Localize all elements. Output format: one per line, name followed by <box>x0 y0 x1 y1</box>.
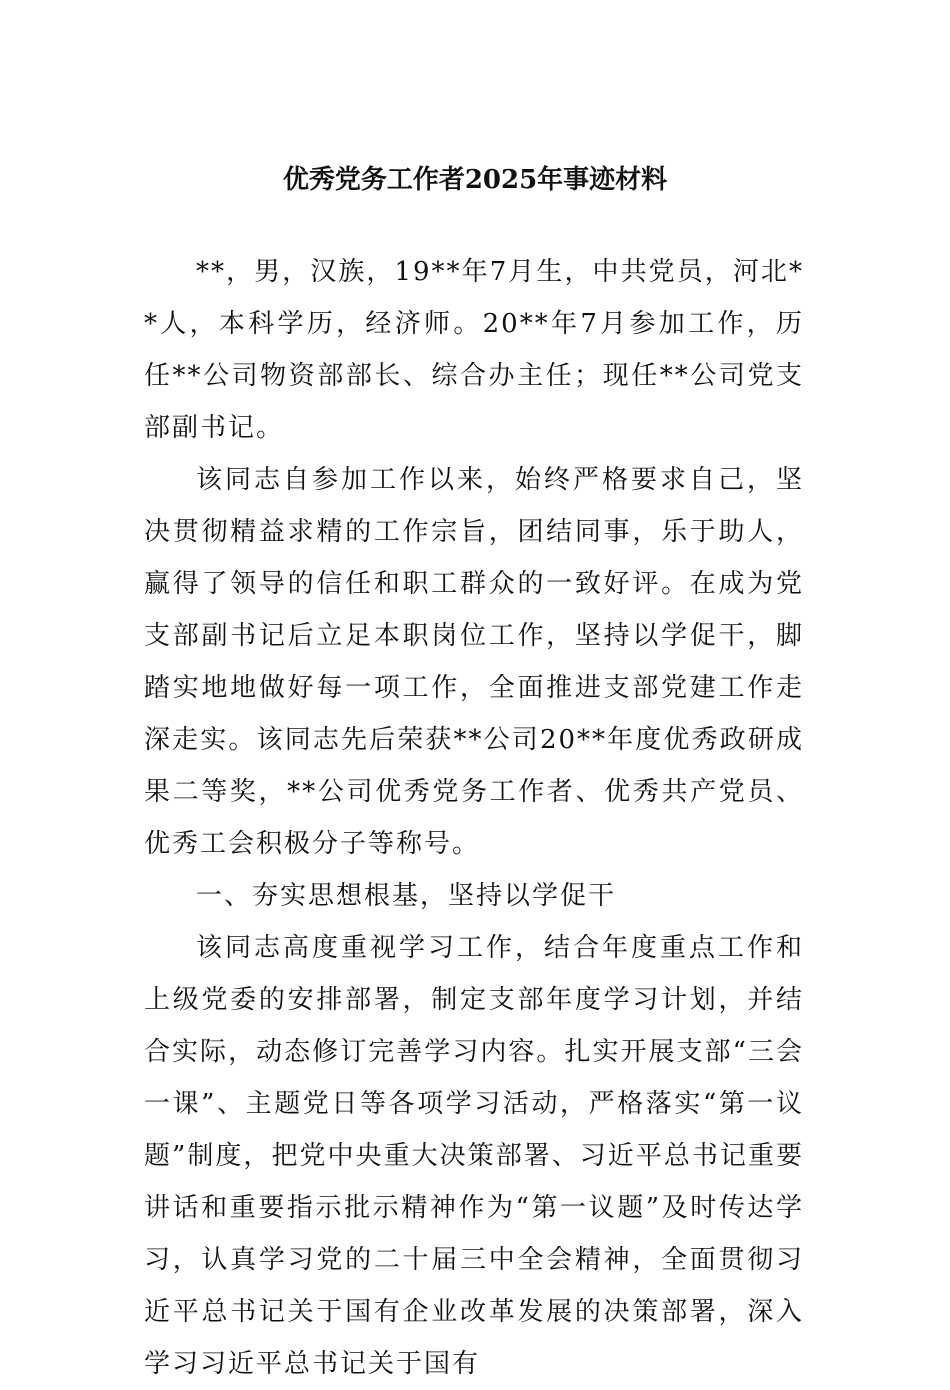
section-heading-1: 一、夯实思想根基，坚持以学促干 <box>196 881 617 911</box>
paragraph-summary: 该同志自参加工作以来，始终严格要求自己，坚决贯彻精益求精的工作宗旨，团结同事，乐于助人，赢得了领导的信任和职工群众的一致好评。在成为党支部副书记后立足本职岗位工作，坚持以学促干，脚踏实地地做好每一项工作，全面推进支部党建工作走深走实。该同志先后荣获**公司20**年度优秀政研成果二等奖，**公司优秀党务工作者、优秀共产党员、优秀工会积极分子等称号。 <box>144 465 804 859</box>
paragraph-personal-info: **，男，汉族，19**年7月生，中共党员，河北**人，本科学历，经济师。20**年7月参加工作，历任**公司物资部部长、综合办主任；现任**公司党支部副书记。 <box>144 257 804 443</box>
document-body <box>144 246 804 1390</box>
document-title: 优秀党务工作者2025年事迹材料 <box>282 165 668 195</box>
paragraph-section-1: 该同志高度重视学习工作，结合年度重点工作和上级党委的安排部署，制定支部年度学习计划，并结合实际，动态修订完善学习内容。扎实开展支部“三会一课”、主题党日等各项学习活动，严格落实“第一议题”制度，把党中央重大决策部署、习近平总书记重要讲话和重要指示批示精神作为“第一议题”及时传达学习，认真学习党的二十届三中全会精神，全面贯彻习近平总书记关于国有企业改革发展的决策部署，深入学习习近平总书记关于国有 <box>144 933 804 1379</box>
